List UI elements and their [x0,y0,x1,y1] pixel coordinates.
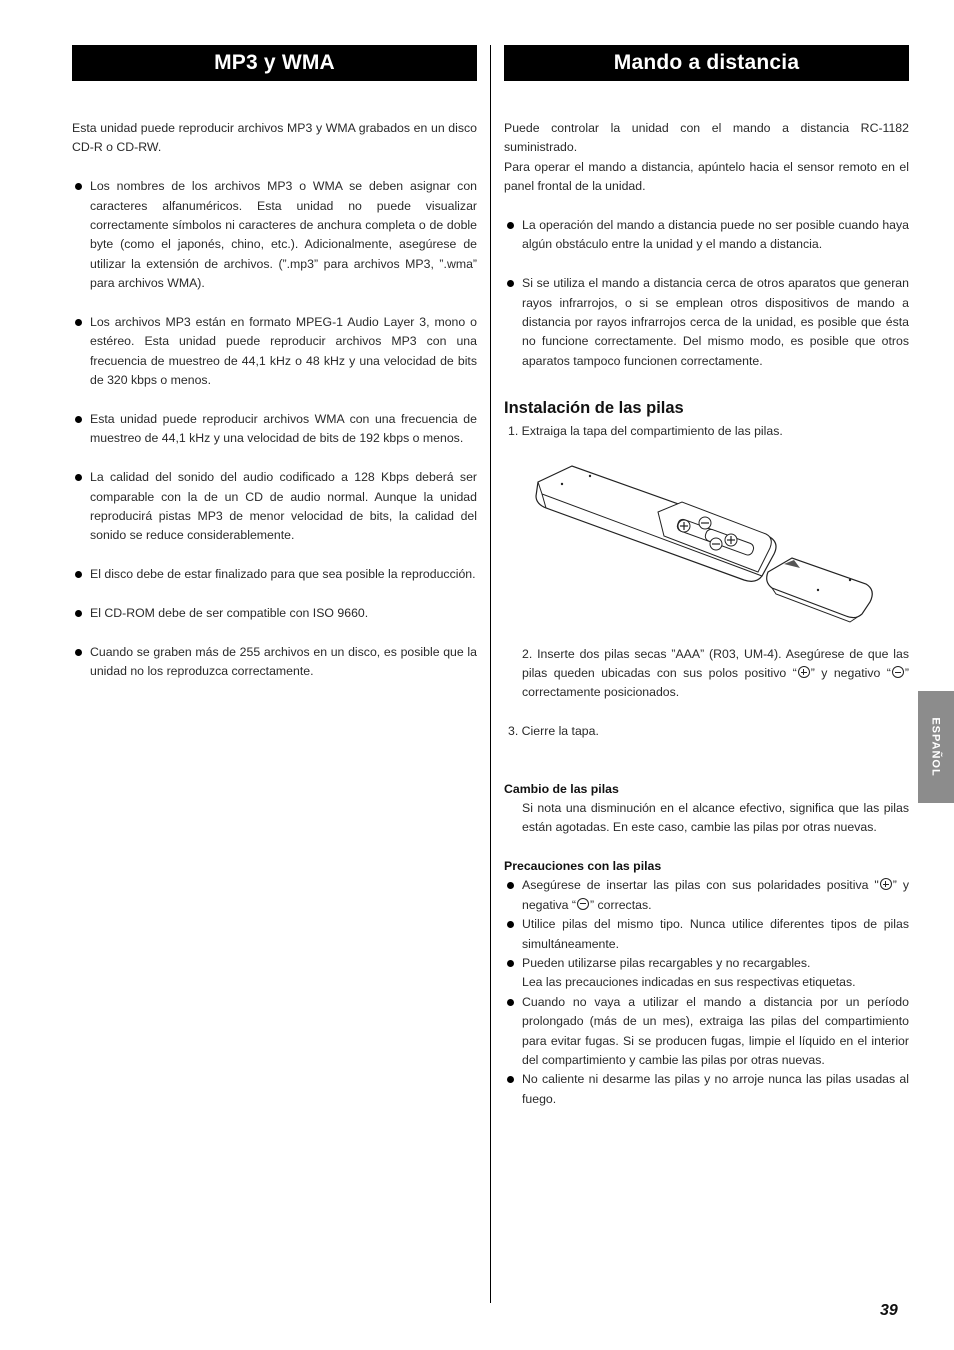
section-title-remote: Mando a distancia [504,45,909,81]
bullet-icon [75,474,82,481]
bullet-icon [507,999,514,1006]
list-item: Los archivos MP3 están en formato MPEG-1 Audio Layer 3, mono o estéreo. Esta unidad puede reproducir archivos MP3 con una frecuencia de muestreo de 44,1 kHz o 48 kHz y una velocidad de bits de 320 kbps o menos. [72,313,477,391]
step-2: 2. Inserte dos pilas secas ”AAA” (R03, UM-4). Asegúrese de que las pilas queden ubicadas con sus polos positivo “ ” y negativo “ ” correctamente posicionados. [522,646,909,700]
list-item: La calidad del sonido del audio codificado a 128 Kbps deberá ser comparable con la de un CD de audio normal. Aunque la unidad reproducirá pistas MP3 de menor velocidad de bits, la calidad del sonido se reduce considerablemente. [72,468,477,546]
bullet-icon [75,610,82,617]
remote-bullet-list [504,216,909,371]
remote-intro-2: Para operar el mando a distancia, apúntelo hacia el sensor remoto en el panel frontal de la unidad. [504,159,909,194]
column-divider [490,45,491,1303]
list-item: Cuando no vaya a utilizar el mando a distancia por un período prolongado (más de un mes), extraiga las pilas del compartimiento para evitar fugas. Si se producen fugas, limpie el líquido en el interior del compartimiento y cambie las pilas por otras nuevas. [504,993,909,1071]
bullet-icon [507,1076,514,1083]
install-heading: Instalación de las pilas [504,399,684,418]
step-3: 3. Cierre la tapa. [508,724,599,739]
minus-icon [577,898,589,910]
bullet-icon [507,921,514,928]
step-1: 1. Extraiga la tapa del compartimiento de las pilas. [508,424,783,439]
list-item: Asegúrese de insertar las pilas con sus polaridades positiva " ” y negativa “ ” correctas. [504,876,909,915]
bullet-icon [75,319,82,326]
list-item: Pueden utilizarse pilas recargables y no recargables. Lea las precauciones indicadas en sus respectivas etiquetas. [504,954,909,993]
precautions-list [504,876,909,1109]
bullet-icon [507,960,514,967]
list-item: Cuando se graben más de 255 archivos en un disco, es posible que la unidad no los reproduzca correctamente. [72,643,477,682]
language-tab: ESPAÑOL [918,691,954,803]
section-title-mp3-wma: MP3 y WMA [72,45,477,81]
mp3-bullet-list [72,177,477,681]
bullet-icon [507,280,514,287]
right-column [504,45,909,1109]
list-item: Esta unidad puede reproducir archivos WMA con una frecuencia de muestreo de 44,1 kHz y una velocidad de bits de 192 kbps o menos. [72,410,477,449]
plus-icon [880,878,892,890]
list-item: El disco debe de estar finalizado para que sea posible la reproducción. [72,565,477,584]
remote-battery-illustration [532,454,882,634]
remote-intro-1: Puede controlar la unidad con el mando a distancia RC-1182 suministrado. [504,121,909,155]
bullet-icon [507,882,514,889]
left-column [72,45,477,682]
bullet-icon [75,571,82,578]
plus-icon [798,666,810,678]
list-item: El CD-ROM debe de ser compatible con ISO 9660. [72,604,477,623]
bullet-icon [75,649,82,656]
minus-icon [892,666,904,678]
list-item: Los nombres de los archivos MP3 o WMA se deben asignar con caracteres alfanuméricos. Esta unidad no puede visualizar correctamente símbolos ni caracteres de anchura completa o de doble byte (como el japonés, chino, etc.). Adicionalmente, asegúrese de utilizar la extensión de archivos. (”.mp3” para archivos MP3, ”.wma” para archivos WMA). [72,177,477,293]
change-batteries-heading: Cambio de las pilas [504,781,619,796]
bullet-icon [75,416,82,423]
bullet-icon [507,222,514,229]
list-item: La operación del mando a distancia puede no ser posible cuando haya algún obstáculo entre la unidad y el mando a distancia. [504,216,909,255]
change-batteries-text: Si nota una disminución en el alcance efectivo, significa que las pilas están agotadas. En este caso, cambie las pilas por otras nuevas. [522,801,909,835]
list-item: No caliente ni desarme las pilas y no arroje nunca las pilas usadas al fuego. [504,1070,909,1109]
bullet-icon [75,183,82,190]
list-item: Si se utiliza el mando a distancia cerca de otros aparatos que generan rayos infrarrojos, o si se emplean otros dispositivos de mando a distancia por rayos infrarrojos cerca de la unidad, es posible que ésta no funcione correctamente. Del mismo modo, es posible que otros aparatos tampoco funcionen correctamente. [504,274,909,371]
page-number: 39 [880,1302,898,1319]
precautions-heading: Precauciones con las pilas [504,858,662,873]
mp3-intro: Esta unidad puede reproducir archivos MP3 y WMA grabados en un disco CD-R o CD-RW. [72,121,477,155]
list-item: Utilice pilas del mismo tipo. Nunca utilice diferentes tipos de pilas simultáneamente. [504,915,909,954]
